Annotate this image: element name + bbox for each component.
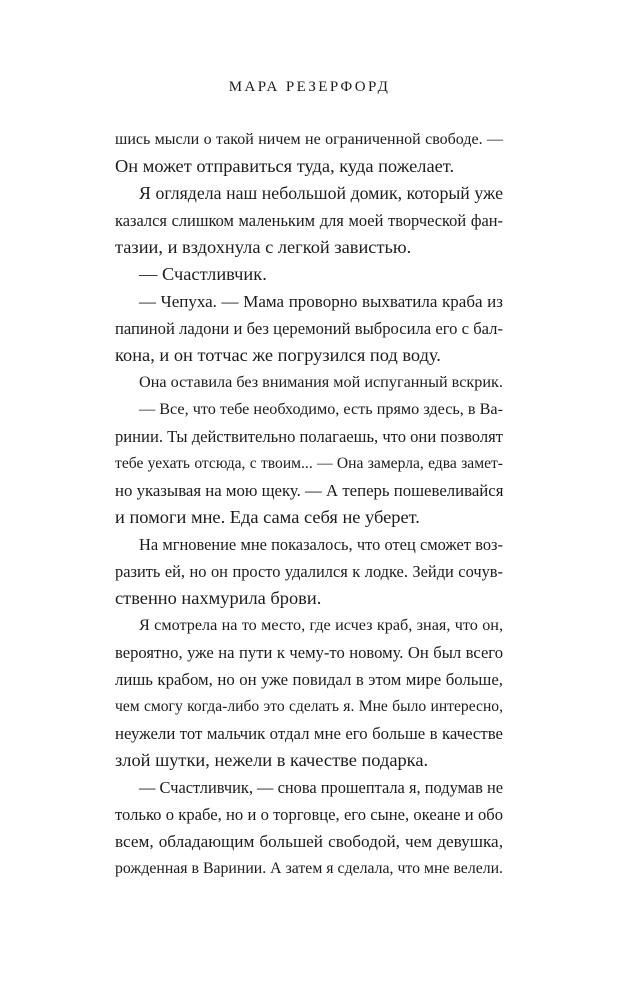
text-line: казался слишком маленьким для моей творческой фан- xyxy=(115,211,503,230)
text-line: кона, и он тотчас же погрузился под воду. xyxy=(115,345,441,365)
text-line: только о крабе, но и о торговце, его сыне, океане и обо xyxy=(115,805,503,824)
text-line: Он может отправиться туда, куда пожелает. xyxy=(115,156,455,176)
text-line: ственно нахмурила брови. xyxy=(115,588,322,608)
running-header: МАРА РЕЗЕРФОРД xyxy=(228,79,391,95)
text-line: ринии. Ты действительно полагаешь, что они позволят xyxy=(115,427,504,446)
text-line: Она оставила без внимания мой испуганный вскрик. xyxy=(139,373,503,391)
text-line: но указывая на мою щеку. — А теперь пошевеливайся xyxy=(115,481,504,500)
text-line: шись мысли о такой ничем не ограниченной свободе. — xyxy=(115,131,503,148)
text-line: папиной ладони и без церемоний выбросила его с бал- xyxy=(115,319,503,338)
text-line: — Счастливчик. xyxy=(139,264,267,284)
text-line: Я смотрела на то место, где исчез краб, зная, что он, xyxy=(139,616,503,634)
text-line: и помоги мне. Еда сама себя не уберет. xyxy=(115,507,420,527)
text-line: тебе уехать отсюда, с твоим... — Она замерла, едва замет- xyxy=(115,455,503,472)
text-line: — Чепуха. — Мама проворно выхватила краба из xyxy=(139,292,503,311)
text-line: На мгновение мне показалось, что отец сможет воз- xyxy=(139,535,503,554)
text-line: вероятно, уже на пути к чему-то новому. Он был всего xyxy=(115,643,503,662)
text-line: Я оглядела наш небольшой домик, который уже xyxy=(139,183,503,203)
text-line: рожденная в Варинии. А затем я сделала, что мне велели. xyxy=(115,860,503,877)
text-line: злой шутки, нежели в качестве подарка. xyxy=(115,750,429,770)
text-line: лишь крабом, но он уже повидал в этом мире больше, xyxy=(115,670,503,689)
text-line: всем, обладающим большей свободой, чем девушка, xyxy=(115,832,503,851)
body-text xyxy=(115,126,503,882)
text-line: разить ей, но он просто удалился к лодке. Зейди сочув- xyxy=(115,562,503,581)
text-line: — Все, что тебе необходимо, есть прямо здесь, в Ва- xyxy=(139,400,503,418)
text-line: — Счастливчик, — снова прошептала я, подумав не xyxy=(139,778,503,797)
text-line: тазии, и вздохнула с легкой завистью. xyxy=(115,237,412,257)
text-line: чем смогу когда-либо это сделать я. Мне было интересно, xyxy=(115,698,503,715)
text-line: неужели тот мальчик отдал мне его больше в качестве xyxy=(115,724,503,743)
